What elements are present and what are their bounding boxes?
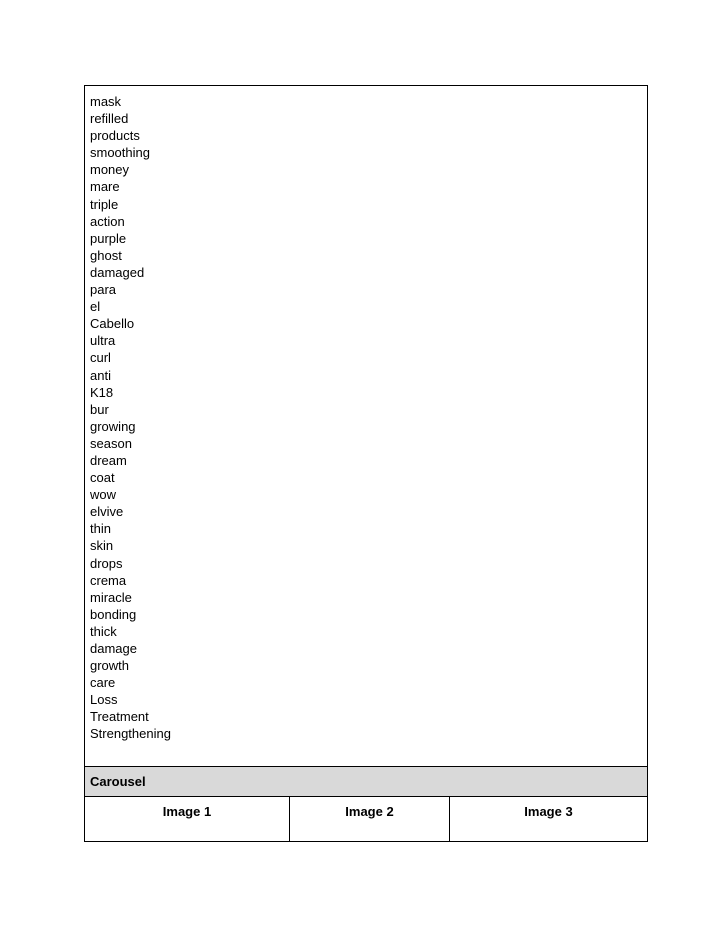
keyword-item: crema	[90, 572, 127, 588]
keyword-item: Strengthening	[90, 726, 171, 742]
keyword-item: anti	[90, 367, 111, 383]
keyword-item: bonding	[90, 606, 137, 622]
keyword-list	[90, 93, 647, 743]
keyword-item: damage	[90, 641, 137, 656]
keyword-item: elvive	[90, 504, 124, 520]
keyword-item: action	[90, 213, 125, 229]
keyword-item: wow	[90, 487, 117, 503]
keyword-item: thick	[90, 623, 117, 639]
keyword-item: growing	[90, 418, 136, 434]
carousel-title: Carousel	[90, 774, 146, 789]
keyword-item: el	[90, 299, 101, 315]
keyword-item: damaged	[90, 264, 145, 280]
keyword-item: refilled	[90, 111, 129, 127]
keyword-item: care	[90, 675, 116, 691]
keyword-item: Cabello	[90, 316, 135, 332]
keyword-item: Loss	[90, 692, 118, 708]
carousel-image-3: Image 3	[524, 804, 573, 819]
carousel-header	[85, 766, 647, 797]
keyword-item: mare	[90, 179, 120, 195]
keyword-item: growth	[90, 658, 130, 674]
carousel-image-2: Image 2	[290, 797, 450, 841]
keyword-item: ghost	[90, 247, 122, 263]
keyword-item: mask	[90, 94, 122, 109]
carousel-image-1: Image 1	[85, 797, 290, 841]
keyword-item: dream	[90, 452, 127, 468]
keyword-item: bur	[90, 401, 109, 417]
keyword-item: products	[90, 128, 140, 144]
keyword-item: para	[90, 282, 117, 298]
keyword-item: smoothing	[90, 145, 150, 161]
keyword-item: K18	[90, 384, 114, 400]
keyword-item: purple	[90, 230, 127, 246]
keyword-item: season	[90, 435, 132, 451]
carousel-image-row	[85, 797, 647, 841]
document-table	[84, 85, 648, 842]
keyword-item: coat	[90, 470, 115, 486]
keyword-item: money	[90, 162, 130, 178]
keyword-item: Treatment	[90, 709, 149, 725]
keyword-item: triple	[90, 196, 119, 212]
keyword-item: curl	[90, 350, 111, 366]
keyword-item: thin	[90, 521, 111, 537]
keyword-item: miracle	[90, 589, 132, 605]
keyword-cell	[85, 86, 647, 766]
keyword-item: ultra	[90, 333, 116, 349]
keyword-item: skin	[90, 538, 114, 554]
keyword-item: drops	[90, 555, 123, 571]
